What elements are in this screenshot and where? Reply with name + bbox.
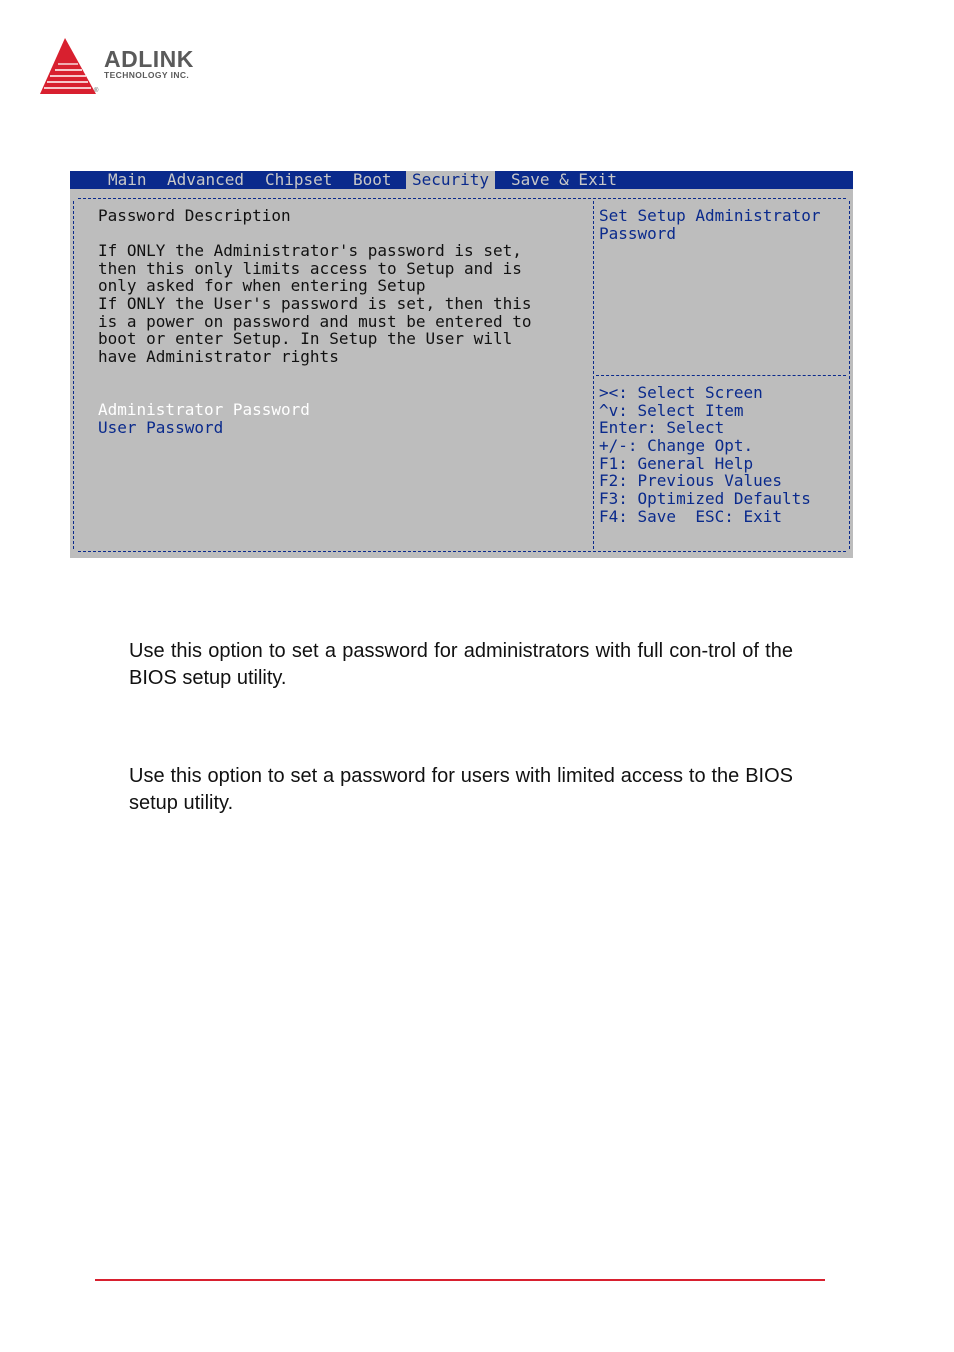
key-hint-select-item: ^v: Select Item — [599, 401, 744, 420]
help-divider — [596, 375, 846, 376]
description-line: then this only limits access to Setup and is — [98, 259, 522, 278]
tab-main[interactable]: Main — [108, 170, 147, 189]
bios-screen — [70, 171, 853, 558]
key-hint-change: +/-: Change Opt. — [599, 436, 754, 455]
user-password-item[interactable]: User Password — [98, 418, 224, 437]
top-border — [78, 198, 846, 199]
key-hint-select-screen: ><: Select Screen — [599, 383, 763, 402]
description-line: If ONLY the User's password is set, then this — [98, 294, 532, 313]
footer-rule — [95, 1279, 825, 1281]
triangle-logo-icon — [38, 36, 102, 98]
adlink-logo — [38, 36, 238, 100]
description-line: have Administrator rights — [98, 347, 339, 366]
logo-registered: ® — [94, 88, 99, 94]
right-border — [849, 201, 850, 549]
user-password-description: Use this option to set a password for users with limited access to the BIOS setup utility. — [129, 765, 793, 814]
tab-security[interactable]: Security — [406, 171, 495, 189]
logo-name: ADLINK — [104, 46, 194, 72]
administrator-password-description: Use this option to set a password for administrators with full con-trol of the BIOS setup utility. — [129, 640, 793, 689]
administrator-password-item[interactable]: Administrator Password — [98, 400, 310, 419]
description-line: only asked for when entering Setup — [98, 276, 426, 295]
tab-boot[interactable]: Boot — [353, 170, 392, 189]
help-text-line: Set Setup Administrator — [599, 206, 821, 225]
key-hint-enter: Enter: Select — [599, 418, 725, 437]
help-text-line: Password — [599, 224, 677, 243]
center-divider — [593, 201, 594, 549]
tab-save-exit[interactable]: Save & Exit — [511, 170, 617, 189]
bios-menu-bar — [70, 171, 853, 189]
left-border — [73, 201, 74, 549]
key-hint-f4: F4: Save ESC: Exit — [599, 507, 783, 526]
description-line: is a power on password and must be entered to — [98, 312, 532, 331]
bottom-border — [78, 551, 846, 552]
description-line: If ONLY the Administrator's password is set, — [98, 241, 522, 260]
description-title: Password Description — [98, 206, 291, 225]
key-hint-f2: F2: Previous Values — [599, 471, 783, 490]
logo-subtitle: TECHNOLOGY INC. — [104, 70, 190, 80]
key-hint-f3: F3: Optimized Defaults — [599, 489, 811, 508]
key-hint-f1: F1: General Help — [599, 454, 754, 473]
tab-chipset[interactable]: Chipset — [265, 170, 333, 189]
description-line: boot or enter Setup. In Setup the User will — [98, 329, 513, 348]
tab-advanced[interactable]: Advanced — [167, 170, 245, 189]
